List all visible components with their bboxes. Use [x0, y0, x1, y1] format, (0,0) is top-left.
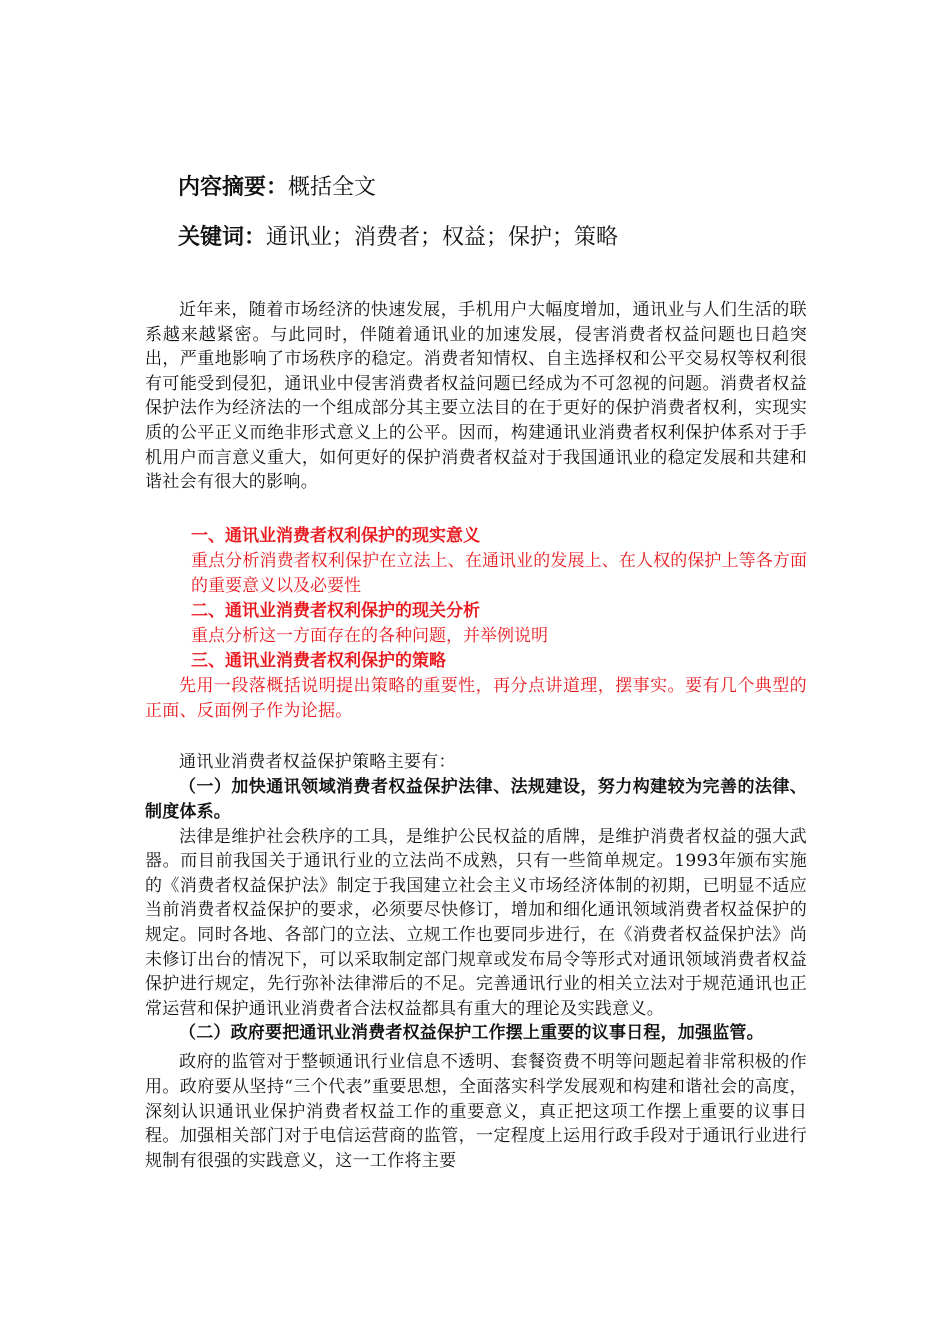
- outline-heading-2: 二、通讯业消费者权利保护的现关分析: [191, 601, 480, 621]
- keywords-label: 关键词：: [178, 224, 267, 250]
- strategy-1-heading: （一）加快通讯领域消费者权益保护法律、法规建设，努力构建较为完善的法律、制度体系。: [145, 776, 807, 822]
- strategies-intro: 通讯业消费者权益保护策略主要有：: [179, 752, 456, 772]
- intro-paragraph: 近年来，随着市场经济的快速发展，手机用户大幅度增加，通讯业与人们生活的联系越来越紧密。与此同时，伴随着通讯业的加速发展，侵害消费者权益问题也日趋突出，严重地影响了市场秩序的稳定。消费者知情权、自主选择权和公平交易权等权利很有可能受到侵犯，通讯业中侵害消费者权益问题已经成为不可忽视的问题。消费者权益保护法作为经济法的一个组成部分其主要立法目的在于更好的保护消费者权利，实现实质的公平正义而绝非形式意义上的公平。因而，构建通讯业消费者权利保护体系对于手机用户而言意义重大，如何更好的保护消费者权益对于我国通讯业的稳定发展和共建和谐社会有很大的影响。: [145, 300, 807, 493]
- outline-heading-1: 一、通讯业消费者权利保护的现实意义: [191, 526, 480, 546]
- abstract-label: 内容摘要：: [178, 174, 289, 200]
- keywords-line: [178, 222, 618, 253]
- outline-note-2: 重点分析这一方面存在的各种问题，并举例说明: [191, 626, 548, 646]
- outline-section: [145, 524, 807, 724]
- strategy-1-body: 法律是维护社会秩序的工具，是维护公民权益的盾牌，是维护消费者权益的强大武器。而目前我国关于通讯行业的立法尚不成熟，只有一些简单规定。1993年颁布实施的《消费者权益保护法》制定于我国建立社会主义市场经济体制的初期，已明显不适应当前消费者权益保护的要求，必须要尽快修订，增加和细化通讯领域消费者权益保护的规定。同时各地、各部门的立法、立规工作也要同步进行，在《消费者权益保护法》尚未修订出台的情况下，可以采取制定部门规章或发布局令等形式对通讯领域消费者权益保护进行规定，先行弥补法律滞后的不足。完善通讯行业的相关立法对于规范通讯也正常运营和保护通讯业消费者合法权益都具有重大的理论及实践意义。: [145, 826, 807, 1019]
- intro-section: [145, 298, 807, 495]
- outline-note-3: 先用一段落概括说明提出策略的重要性，再分点讲道理，摆事实。要有几个典型的正面、反面例子作为论据。: [145, 676, 807, 721]
- strategy-2-body: 政府的监管对于整顿通讯行业信息不透明、套餐资费不明等问题起着非常积极的作用。政府要从坚持“三个代表”重要思想，全面落实科学发展观和构建和谐社会的高度，深刻认识通讯业保护消费者权益工作的重要意义，真正把这项工作摆上重要的议事日程。加强相关部门对于电信运营商的监管，一定程度上运用行政手段对于通讯行业进行规制有很强的实践意义，这一工作将主要: [145, 1052, 807, 1171]
- outline-note-1: 重点分析消费者权利保护在立法上、在通讯业的发展上、在人权的保护上等各方面的重要意义以及必要性: [191, 551, 807, 596]
- abstract-line: [178, 172, 376, 203]
- abstract-value: 概括全文: [288, 175, 377, 200]
- keywords-value: 通讯业；消费者；权益；保护；策略: [266, 225, 619, 250]
- strategy-2-heading: （二）政府要把通讯业消费者权益保护工作摆上重要的议事日程，加强监管。: [179, 1023, 764, 1044]
- strategies-section: [145, 750, 807, 1173]
- outline-heading-3: 三、通讯业消费者权利保护的策略: [191, 651, 446, 671]
